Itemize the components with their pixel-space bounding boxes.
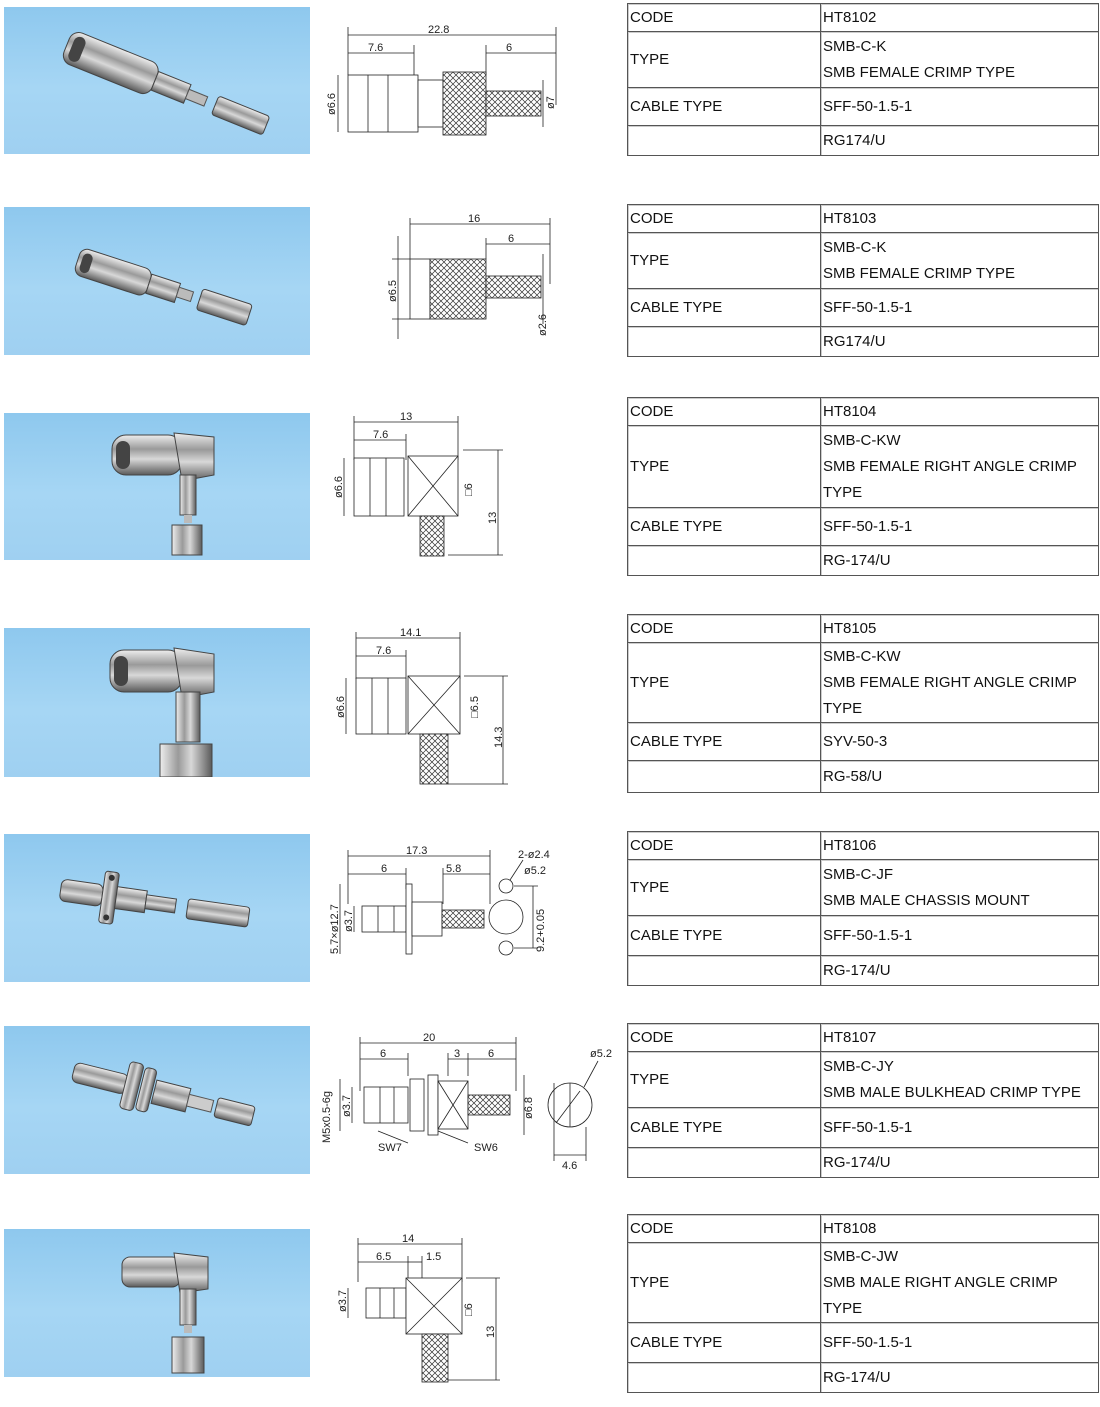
connector-photo (4, 7, 310, 154)
type-line: SMB FEMALE RIGHT ANGLE CRIMP (823, 457, 1077, 475)
dim-length-b: 3 (454, 1048, 461, 1060)
code-label: CODE (628, 398, 821, 426)
spec-table (627, 3, 1099, 156)
right-angle-female-connector-picture (4, 628, 310, 777)
dim-length-b: 6 (506, 42, 513, 54)
cable-type-empty (628, 1363, 821, 1393)
dim-wrench-b: SW6 (474, 1142, 498, 1154)
connector-photo (4, 834, 310, 982)
spec-table (627, 204, 1099, 357)
type-line: SMB-C-KW (823, 647, 901, 665)
type-line: TYPE (823, 483, 863, 501)
dim-length-a: 7.6 (368, 42, 384, 54)
type-value (821, 32, 1099, 88)
code-label: CODE (628, 832, 821, 860)
type-line: SMB-C-K (823, 37, 887, 55)
dim-diameter-a: ø3.7 (343, 909, 355, 932)
spec-table (627, 831, 1099, 986)
connector-photo (4, 628, 310, 777)
type-line: SMB-C-KW (823, 431, 901, 449)
type-value (821, 426, 1099, 508)
drawing-ht8103 (318, 214, 618, 354)
cable-type-empty (628, 761, 821, 793)
dim-diameter-a: ø6.6 (335, 695, 347, 718)
type-line: SMB FEMALE CRIMP TYPE (823, 264, 1015, 282)
cable-type-label: CABLE TYPE (628, 723, 821, 761)
spec-table (627, 614, 1099, 793)
cable-type-label: CABLE TYPE (628, 1323, 821, 1363)
dim-square: □6 (463, 1303, 475, 1316)
cable-type-empty (628, 956, 821, 986)
type-value (821, 643, 1099, 723)
dim-thread: M5x0.5-6g (321, 1091, 333, 1143)
dim-length-a: 6 (381, 863, 388, 875)
dimension-drawing (318, 1232, 618, 1392)
dim-overall-length: 20 (423, 1032, 436, 1044)
dim-diameter-a: ø6.6 (333, 475, 345, 498)
dim-overall-length: 13 (400, 411, 413, 423)
type-label: TYPE (628, 233, 821, 289)
cable-type-value-1: SYV-50-3 (821, 723, 1099, 761)
code-label: CODE (628, 1024, 821, 1052)
dim-wrench-a: SW7 (378, 1142, 402, 1154)
dim-length-b: 1.5 (426, 1251, 442, 1263)
cable-type-label: CABLE TYPE (628, 88, 821, 126)
cable-type-label: CABLE TYPE (628, 508, 821, 546)
cable-type-label: CABLE TYPE (628, 916, 821, 956)
cable-type-value-1: SFF-50-1.5-1 (821, 916, 1099, 956)
cable-type-value-1: SFF-50-1.5-1 (821, 88, 1099, 126)
dim-diameter-b: ø7 (545, 96, 557, 109)
dim-diameter-a: ø3.7 (337, 1289, 349, 1312)
code-label: CODE (628, 205, 821, 233)
type-line: SMB-C-JF (823, 865, 893, 883)
dim-overall-length: 22.8 (428, 24, 450, 36)
straight-female-connector-picture (4, 7, 310, 154)
dim-length-a: 6.5 (376, 1251, 392, 1263)
type-line: SMB FEMALE CRIMP TYPE (823, 63, 1015, 81)
dim-flange-size: 5.7×ø12.7 (329, 904, 341, 954)
straight-female-connector-picture (4, 207, 310, 355)
type-line: SMB MALE RIGHT ANGLE CRIMP (823, 1273, 1058, 1291)
type-line: SMB MALE CHASSIS MOUNT (823, 891, 1030, 909)
dim-hole-diameter: 2-ø2.4 (518, 849, 550, 861)
dim-end-diameter: ø5.2 (590, 1048, 613, 1060)
cable-type-value-2: RG174/U (821, 327, 1099, 357)
dimension-drawing (318, 410, 618, 570)
type-label: TYPE (628, 1052, 821, 1108)
connector-photo (4, 1026, 310, 1174)
type-line: SMB-C-JW (823, 1247, 898, 1265)
code-label: CODE (628, 4, 821, 32)
drawing-ht8107 (318, 1031, 618, 1176)
dim-square: □6.5 (469, 696, 481, 718)
spec-table (627, 1214, 1099, 1393)
dim-length-b: 5.8 (446, 863, 462, 875)
dim-length-a: 6 (508, 233, 515, 245)
type-value (821, 1243, 1099, 1323)
connector-photo (4, 413, 310, 560)
cable-type-value-2: RG-174/U (821, 546, 1099, 576)
dim-square: □6 (463, 483, 475, 496)
drawing-ht8105 (318, 624, 618, 794)
code-value: HT8105 (821, 615, 1099, 643)
type-label: TYPE (628, 32, 821, 88)
dim-flange-diameter: ø5.2 (524, 865, 547, 877)
code-value: HT8104 (821, 398, 1099, 426)
type-line: TYPE (823, 1299, 863, 1317)
drawing-ht8108 (318, 1232, 618, 1392)
dim-diameter-a: ø6.6 (326, 92, 338, 115)
dim-height: 13 (485, 1325, 497, 1338)
cable-type-empty (628, 546, 821, 576)
cable-type-value-1: SFF-50-1.5-1 (821, 1108, 1099, 1148)
dimension-drawing (318, 214, 618, 354)
dim-length-a: 6 (380, 1048, 387, 1060)
dim-hole-spacing: 9.2+0.05 (535, 908, 547, 952)
type-label: TYPE (628, 426, 821, 508)
code-value: HT8103 (821, 205, 1099, 233)
drawing-ht8102 (318, 15, 618, 155)
dimension-drawing (318, 844, 618, 984)
code-label: CODE (628, 1215, 821, 1243)
dimension-drawing (318, 1031, 618, 1176)
dim-length-c: 6 (488, 1048, 495, 1060)
cable-type-value-2: RG174/U (821, 126, 1099, 156)
cable-type-label: CABLE TYPE (628, 1108, 821, 1148)
dim-overall-length: 14.1 (400, 627, 422, 639)
cable-type-value-2: RG-174/U (821, 956, 1099, 986)
dim-diameter-b: ø2.6 (537, 313, 549, 336)
drawing-ht8106 (318, 844, 618, 984)
dim-diameter-a: ø6.5 (387, 279, 399, 302)
cable-type-value-2: RG-174/U (821, 1148, 1099, 1178)
dim-diameter-b: ø6.8 (523, 1096, 535, 1119)
code-label: CODE (628, 615, 821, 643)
dimension-drawing (318, 15, 618, 155)
dim-overall-length: 17.3 (406, 845, 428, 857)
dim-height: 13 (487, 511, 499, 524)
dim-length-a: 7.6 (376, 645, 392, 657)
type-value (821, 233, 1099, 289)
type-line: SMB-C-K (823, 238, 887, 256)
code-value: HT8106 (821, 832, 1099, 860)
type-value (821, 860, 1099, 916)
type-value (821, 1052, 1099, 1108)
chassis-mount-connector-picture (4, 834, 310, 982)
drawing-ht8104 (318, 410, 618, 570)
type-line: TYPE (823, 699, 863, 717)
dim-flat-width: 4.6 (562, 1160, 578, 1172)
dim-length-a: 7.6 (373, 429, 389, 441)
type-label: TYPE (628, 1243, 821, 1323)
cable-type-empty (628, 1148, 821, 1178)
cable-type-empty (628, 126, 821, 156)
connector-photo (4, 1229, 310, 1377)
connector-photo (4, 207, 310, 355)
dim-overall-length: 16 (468, 213, 481, 225)
type-line: SMB FEMALE RIGHT ANGLE CRIMP (823, 673, 1077, 691)
dim-diameter-a: ø3.7 (341, 1094, 353, 1117)
type-label: TYPE (628, 860, 821, 916)
cable-type-label: CABLE TYPE (628, 289, 821, 327)
right-angle-female-connector-picture (4, 413, 310, 560)
cable-type-value-1: SFF-50-1.5-1 (821, 1323, 1099, 1363)
bulkhead-connector-picture (4, 1026, 310, 1174)
right-angle-male-connector-picture (4, 1229, 310, 1377)
cable-type-value-1: SFF-50-1.5-1 (821, 508, 1099, 546)
cable-type-empty (628, 327, 821, 357)
spec-table (627, 397, 1099, 576)
code-value: HT8108 (821, 1215, 1099, 1243)
dim-height: 14.3 (493, 726, 505, 748)
code-value: HT8102 (821, 4, 1099, 32)
dim-overall-length: 14 (402, 1233, 415, 1245)
cable-type-value-1: SFF-50-1.5-1 (821, 289, 1099, 327)
cable-type-value-2: RG-174/U (821, 1363, 1099, 1393)
type-line: SMB-C-JY (823, 1057, 894, 1075)
type-label: TYPE (628, 643, 821, 723)
type-line: SMB MALE BULKHEAD CRIMP TYPE (823, 1083, 1081, 1101)
spec-table (627, 1023, 1099, 1178)
cable-type-value-2: RG-58/U (821, 761, 1099, 793)
dimension-drawing (318, 624, 618, 794)
code-value: HT8107 (821, 1024, 1099, 1052)
